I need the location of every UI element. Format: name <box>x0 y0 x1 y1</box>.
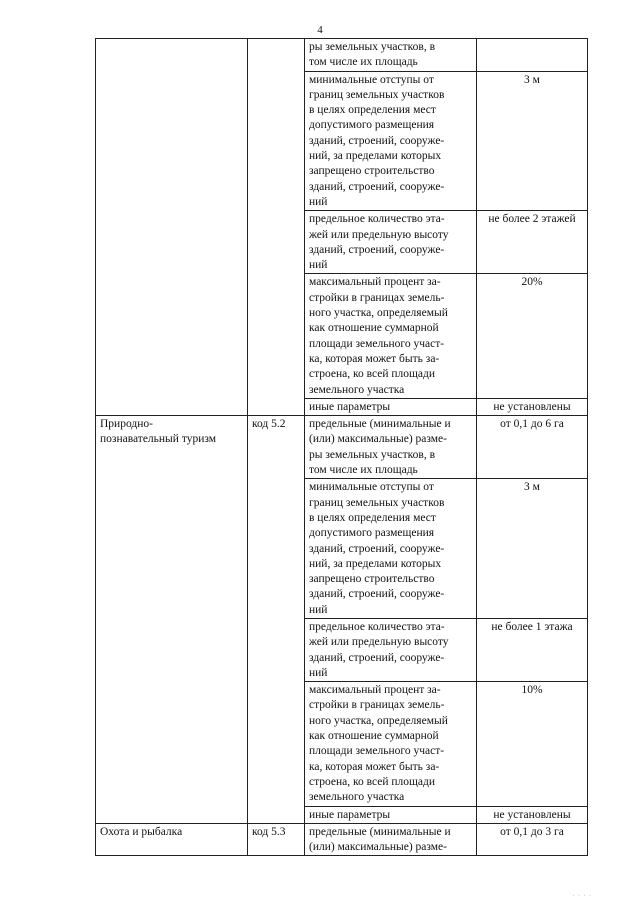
value-cell: 20% <box>477 274 588 398</box>
table-row <box>96 39 588 72</box>
parameter-text-line: (или) максимальные) разме- <box>309 433 447 446</box>
activity-cell <box>96 416 248 824</box>
table-row <box>96 416 588 479</box>
activity-cell <box>96 823 248 856</box>
parameter-text-line: стройки в границах земель- <box>309 291 445 304</box>
parameter-text-line: ного участка, определяемый <box>309 307 448 320</box>
parameter-text-line: как отношение суммарной <box>309 730 439 743</box>
parameter-text-line: строена, ко всей площади <box>309 368 436 381</box>
parameter-text-line: стройки в границах земель- <box>309 699 445 712</box>
parameter-cell <box>305 39 477 72</box>
value-cell <box>477 39 588 72</box>
parameter-text-line: зданий, строений, сооруже- <box>309 651 445 664</box>
parameter-text-line: жей или предельную высоту <box>309 636 449 649</box>
scan-mark: · · · · <box>572 893 592 899</box>
parameter-text-line: зданий, строений, сооруже- <box>309 134 445 147</box>
parameter-cell <box>305 211 477 274</box>
activity-cell <box>96 39 248 416</box>
parameter-cell <box>305 274 477 398</box>
value-cell: 3 м <box>477 71 588 211</box>
parameter-text-line: зданий, строений, сооруже- <box>309 243 445 256</box>
parameter-cell <box>305 618 477 681</box>
parameter-text-line: максимальный процент за- <box>309 684 441 697</box>
value-cell: 10% <box>477 682 588 806</box>
code-cell: код 5.3 <box>248 823 305 856</box>
value-cell: от 0,1 до 6 га <box>477 416 588 479</box>
parameter-text-line: том числе их площадь <box>309 56 418 69</box>
value-cell: не установлены <box>477 806 588 823</box>
parameter-text-line: том числе их площадь <box>309 464 418 477</box>
parameter-text-line: ка, которая может быть за- <box>309 760 440 773</box>
parameter-text-line: строена, ко всей площади <box>309 775 436 788</box>
value-cell: 3 м <box>477 479 588 619</box>
table-row <box>96 823 588 856</box>
parameter-text-line: допустимого размещения <box>309 527 435 540</box>
parameter-text-line: площади земельного участ- <box>309 337 445 350</box>
parameter-text-line: максимальный процент за- <box>309 276 441 289</box>
value-cell: не установлены <box>477 398 588 415</box>
parameter-text-line: границ земельных участков <box>309 496 445 509</box>
parameter-text-line: ний <box>309 603 328 616</box>
parameter-text-line: ний <box>309 259 328 272</box>
parameter-text-line: предельное количество эта- <box>309 213 445 226</box>
activity-name-line: Охота и рыбалка <box>100 825 183 838</box>
parameter-cell <box>305 806 477 823</box>
parameter-cell <box>305 479 477 619</box>
value-cell: не более 2 этажей <box>477 211 588 274</box>
parameter-text-line: допустимого размещения <box>309 119 435 132</box>
parameter-text-line: запрещено строительство <box>309 165 435 178</box>
parameter-text-line: запрещено строительство <box>309 573 435 586</box>
parameter-text-line: зданий, строений, сооруже- <box>309 180 445 193</box>
parameter-text-line: предельные (минимальные и <box>309 418 451 431</box>
parameter-text-line: минимальные отступы от <box>309 73 434 86</box>
parameter-text-line: ний <box>309 666 328 679</box>
parameter-cell <box>305 416 477 479</box>
parameter-text-line: площади земельного участ- <box>309 745 445 758</box>
parameter-text-line: жей или предельную высоту <box>309 228 449 241</box>
code-cell <box>248 39 305 416</box>
parameter-text-line: ры земельных участков, в <box>309 448 436 461</box>
parameter-text-line: как отношение суммарной <box>309 322 439 335</box>
parameter-cell <box>305 823 477 856</box>
value-cell: не более 1 этажа <box>477 618 588 681</box>
parameter-text-line: ного участка, определяемый <box>309 714 448 727</box>
activity-name-line: Природно- <box>100 418 153 431</box>
parameter-text-line: иные параметры <box>309 808 391 821</box>
parameter-text-line: ний <box>309 195 328 208</box>
parameter-text-line: ры земельных участков, в <box>309 41 436 53</box>
parameter-text-line: зданий, строений, сооруже- <box>309 588 445 601</box>
parameter-text-line: ка, которая может быть за- <box>309 352 440 365</box>
page-number: 4 <box>317 24 323 36</box>
value-cell: от 0,1 до 3 га <box>477 823 588 856</box>
parameter-text-line: границ земельных участков <box>309 88 445 101</box>
parameter-cell <box>305 682 477 806</box>
parameter-text-line: ний, за пределами которых <box>309 557 442 570</box>
code-cell: код 5.2 <box>248 416 305 824</box>
parameter-text-line: предельное количество эта- <box>309 620 445 633</box>
land-use-parameters-table <box>95 38 588 856</box>
parameter-text-line: минимальные отступы от <box>309 481 434 494</box>
activity-name-line: познавательный туризм <box>100 433 216 446</box>
parameter-text-line: предельные (минимальные и <box>309 825 451 838</box>
parameter-cell <box>305 398 477 415</box>
parameter-text-line: (или) максимальные) разме- <box>309 841 447 854</box>
parameter-cell <box>305 71 477 211</box>
parameter-text-line: в целях определения мест <box>309 104 436 117</box>
parameter-text-line: земельного участка <box>309 383 405 396</box>
parameter-text-line: иные параметры <box>309 400 391 413</box>
parameter-text-line: земельного участка <box>309 791 405 804</box>
parameter-text-line: в целях определения мест <box>309 511 436 524</box>
parameter-text-line: ний, за пределами которых <box>309 150 442 163</box>
parameter-text-line: зданий, строений, сооруже- <box>309 542 445 555</box>
